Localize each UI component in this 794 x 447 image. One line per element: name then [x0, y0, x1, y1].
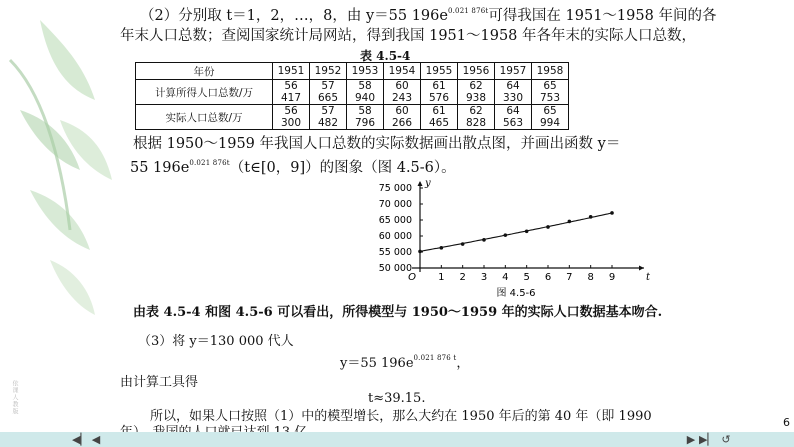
page-number: 6 — [783, 416, 790, 429]
data-point — [440, 246, 444, 250]
table-cell: 57 665 — [310, 80, 347, 105]
table-header-cell: 1955 — [421, 63, 458, 80]
table-cell: 65 994 — [532, 105, 569, 130]
text-line-8: 由计算工具得 — [120, 375, 199, 390]
y-axis-arrow — [418, 181, 423, 186]
population-chart — [360, 180, 660, 300]
x-tick-label: 1 — [438, 272, 445, 283]
model-curve — [420, 213, 612, 252]
y-tick-label: 50 000 — [378, 263, 412, 274]
table-cell: 62 938 — [458, 80, 495, 105]
data-point — [525, 230, 529, 234]
table-cell: 61 576 — [421, 80, 458, 105]
table-row — [136, 105, 569, 130]
x-tick-label: 9 — [608, 272, 616, 283]
text-line-1: （2）分别取 t＝1，2，…，8，由 y＝55 $196e^{0.021 876t}$可得我国在 1951～1958 年间的各 — [140, 7, 717, 24]
text-line-5: 由表 4.5-4 和图 4.5-6 可以看出，所得模型与 1950～1959 年的实际人口数据基本吻合. — [133, 305, 663, 320]
text-line-10: 所以，如果人口按照（1）中的模型增长，那么大约在 1950 年后的第 40 年（即 1990 — [150, 409, 652, 424]
x-tick-label: 4 — [502, 272, 509, 283]
data-point — [568, 220, 572, 224]
data-point — [546, 225, 550, 229]
table-cell: 实际人口总数/万 — [136, 105, 273, 130]
table-cell: 65 753 — [532, 80, 569, 105]
table-header-cell: 1954 — [384, 63, 421, 80]
table-header-cell: 1951 — [273, 63, 310, 80]
table-header-cell: 年份 — [136, 63, 273, 80]
chart-marks — [418, 211, 614, 253]
x-tick-label: 7 — [566, 272, 573, 283]
bottom-nav-bar — [0, 432, 794, 447]
y-axis-label: y — [425, 180, 431, 189]
result-line: t≈39.15. — [368, 391, 426, 406]
return-icon[interactable]: ↺ — [721, 433, 731, 446]
x-tick-label: 2 — [459, 272, 466, 283]
text-line-4: 55 $196e^{0.021 876t}(t\in[0$，9]）的图象（图 4.5-6）。 — [130, 159, 456, 176]
table-header-cell: 1957 — [495, 63, 532, 80]
data-point — [610, 211, 614, 215]
y-tick-label: 55 000 — [378, 247, 412, 258]
population-table — [135, 62, 569, 130]
x-tick-label: 6 — [544, 272, 552, 283]
table-header-cell: 1953 — [347, 63, 384, 80]
table-cell: 64 330 — [495, 80, 532, 105]
table-cell: 60 266 — [384, 105, 421, 130]
table-cell: 60 243 — [384, 80, 421, 105]
data-point — [504, 233, 508, 237]
x-tick-label: O — [408, 272, 416, 283]
data-point — [461, 242, 465, 246]
table-cell: 61 465 — [421, 105, 458, 130]
watermark-text: 依课人教版 — [11, 380, 18, 415]
text-line-6: （3）将 y＝130 000 代人 — [138, 334, 294, 349]
table-cell: 64 563 — [495, 105, 532, 130]
table-cell: 计算所得人口总数/万 — [136, 80, 273, 105]
data-point — [589, 215, 593, 219]
y-tick-label: 65 000 — [378, 215, 412, 226]
table-cell: 62 828 — [458, 105, 495, 130]
table-header-row — [136, 63, 569, 80]
prev-page-button[interactable]: ◀ — [91, 433, 101, 446]
y-tick-label: 75 000 — [378, 183, 412, 194]
table-caption: 表 4.5-4 — [360, 49, 411, 63]
table-row — [136, 80, 569, 105]
y-tick-label: 70 000 — [378, 199, 412, 210]
last-page-button[interactable]: ▶▏ — [699, 433, 716, 446]
table-cell: 58 940 — [347, 80, 384, 105]
chart-axes — [412, 181, 644, 272]
text-line-2: 年末人口总数；查阅国家统计局网站，得到我国 1951～1958 年各年末的实际人口总数， — [120, 28, 697, 44]
data-point — [418, 250, 422, 254]
x-tick-label: 8 — [587, 272, 594, 283]
x-axis-arrow — [639, 266, 644, 271]
table-cell: 56 417 — [273, 80, 310, 105]
first-page-button[interactable]: ◀▏ — [72, 433, 89, 446]
y-tick-label: 60 000 — [378, 231, 412, 242]
table-header-cell: 1956 — [458, 63, 495, 80]
table-cell: 58 796 — [347, 105, 384, 130]
x-axis-label: t — [646, 272, 651, 283]
next-page-button[interactable]: ▶ — [686, 433, 696, 446]
table-header-cell: 1952 — [310, 63, 347, 80]
x-tick-label: 5 — [523, 272, 530, 283]
text-line-3: 根据 1950～1959 年我国人口总数的实际数据画出散点图，并画出函数 y＝ — [133, 136, 621, 152]
data-point — [482, 238, 486, 242]
table-cell: 56 300 — [273, 105, 310, 130]
equation-line: y＝55 $196e^{0.021 876 t}$， — [340, 354, 470, 371]
x-tick-label: 3 — [480, 272, 488, 283]
leaf-decoration — [0, 0, 120, 400]
table-cell: 57 482 — [310, 105, 347, 130]
table-header-cell: 1958 — [532, 63, 569, 80]
chart-caption: 图 4.5-6 — [496, 288, 536, 299]
